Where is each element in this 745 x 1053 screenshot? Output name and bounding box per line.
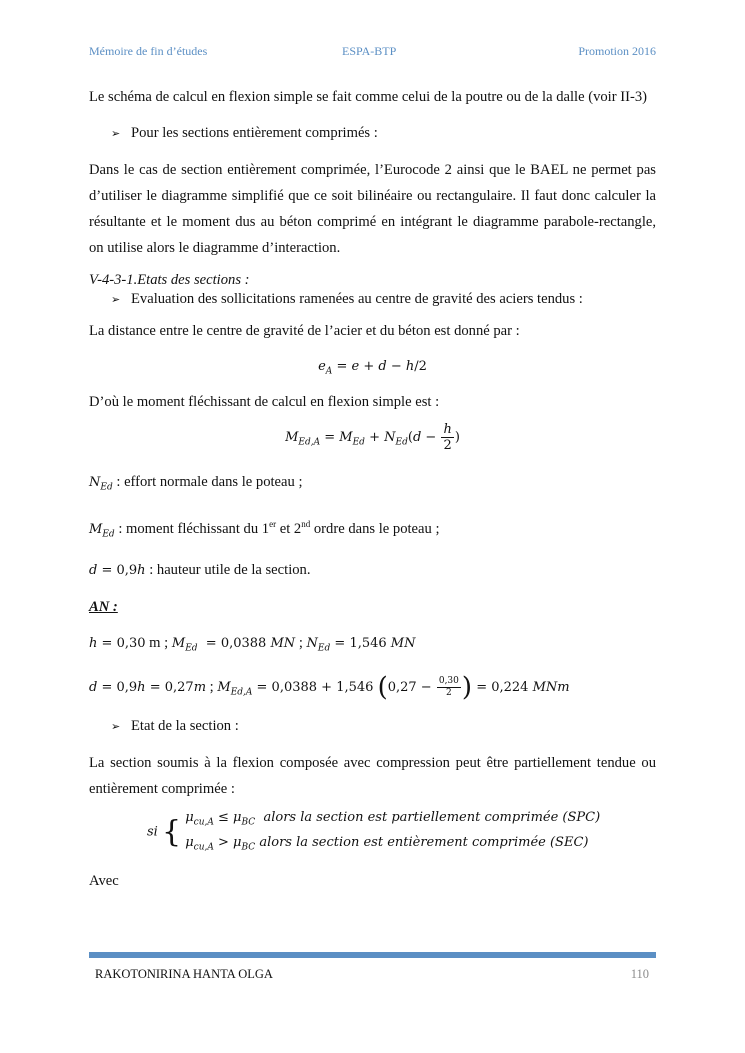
equation-ea: $e_A = e + d - h/2$ — [318, 359, 427, 377]
an-label: AN : — [89, 599, 118, 616]
paragraph-4: D’où le moment fléchissant de calcul en flexion simple est : — [89, 393, 440, 410]
avec-label: Avec — [89, 872, 119, 889]
brace-symbol: { — [161, 815, 182, 851]
definition-d: d = 0,9h : hauteur utile de la section. — [89, 562, 311, 579]
header-center: ESPA-BTP — [342, 44, 397, 58]
paragraph-2: Dans le cas de section entièrement comprimée, l’Eurocode 2 ainsi que le BAEL ne permet pas d’utiliser le diagramme simplifié que ce soit bilinéaire ou rectangulaire. Il faut donc calculer la résultante et le moment dus au béton comprimé en intégrant le diagramme parabole-rectangle, on utilise alors le diagramme d’interaction. — [89, 162, 656, 256]
arrow-bullet-icon: ➢ — [111, 721, 121, 734]
footer-author: RAKOTONIRINA HANTA OLGA — [95, 967, 273, 981]
definition-ned: $N_{Ed}$ : effort normale dans le poteau ; — [89, 474, 303, 493]
equation-med-a: $M_{Ed,A} = M_{Ed} + N_{Ed}(d$ − $\frac{h}{2}$ ) — [285, 421, 460, 453]
condition-sec: $\mu_{cu,A} > \mu_{BC}$ alors la section est entièrement comprimée (SEC) — [185, 835, 589, 853]
header-left: Mémoire de fin d’études — [89, 44, 208, 58]
an-computation: d = 0,9h = 0,27m ; $M_{Ed,A} = 0,0388 + 1,546$ (0,27 − $\frac{0,30}{2}$ ) = 0,224 MNm — [89, 672, 570, 703]
bullet-sections-comprimes: ➢ Pour les sections entièrement comprimés : — [89, 120, 656, 147]
arrow-bullet-icon: ➢ — [111, 128, 121, 140]
paragraph-5: La section soumis à la flexion composée avec compression peut être partiellement tendue ou entièrement comprimée : — [89, 755, 656, 798]
bullet-evaluation: ➢ Evaluation des sollicitations ramenées au centre de gravité des aciers tendus : — [89, 289, 656, 310]
paragraph-1: Le schéma de calcul en flexion simple se fait comme celui de la poutre ou de la dalle (voir II-3) — [89, 89, 647, 105]
section-heading: V-4-3-1.Etats des sections : — [89, 272, 250, 288]
definition-med: $M_{Ed}$ : moment fléchissant du 1er et 2nd ordre dans le poteau ; — [89, 518, 440, 540]
condition-block: si { $\mu_{cu,A} \le \mu_{BC}$ alors la section est partiellement comprimée (SPC) $\mu_{cu,A} > \mu_{BC}$ alors la section est entièrement comprimée (SEC) — [147, 808, 656, 857]
header-right: Promotion 2016 — [578, 44, 656, 58]
page-body — [89, 84, 656, 894]
an-values: h = 0,30 m ; $M_{Ed} = 0,0388$ MN ; $N_{Ed} = 1,546$ MN — [89, 635, 416, 654]
page-number: 110 — [630, 967, 649, 981]
footer-divider — [89, 952, 656, 958]
condition-spc: $\mu_{cu,A} \le \mu_{BC}$ alors la section est partiellement comprimée (SPC) — [185, 810, 601, 829]
arrow-bullet-icon: ➢ — [111, 294, 121, 306]
paragraph-3: La distance entre le centre de gravité de l’acier et du béton est donné par : — [89, 323, 520, 339]
bullet-etat-section: ➢ Etat de la section : — [89, 713, 656, 740]
